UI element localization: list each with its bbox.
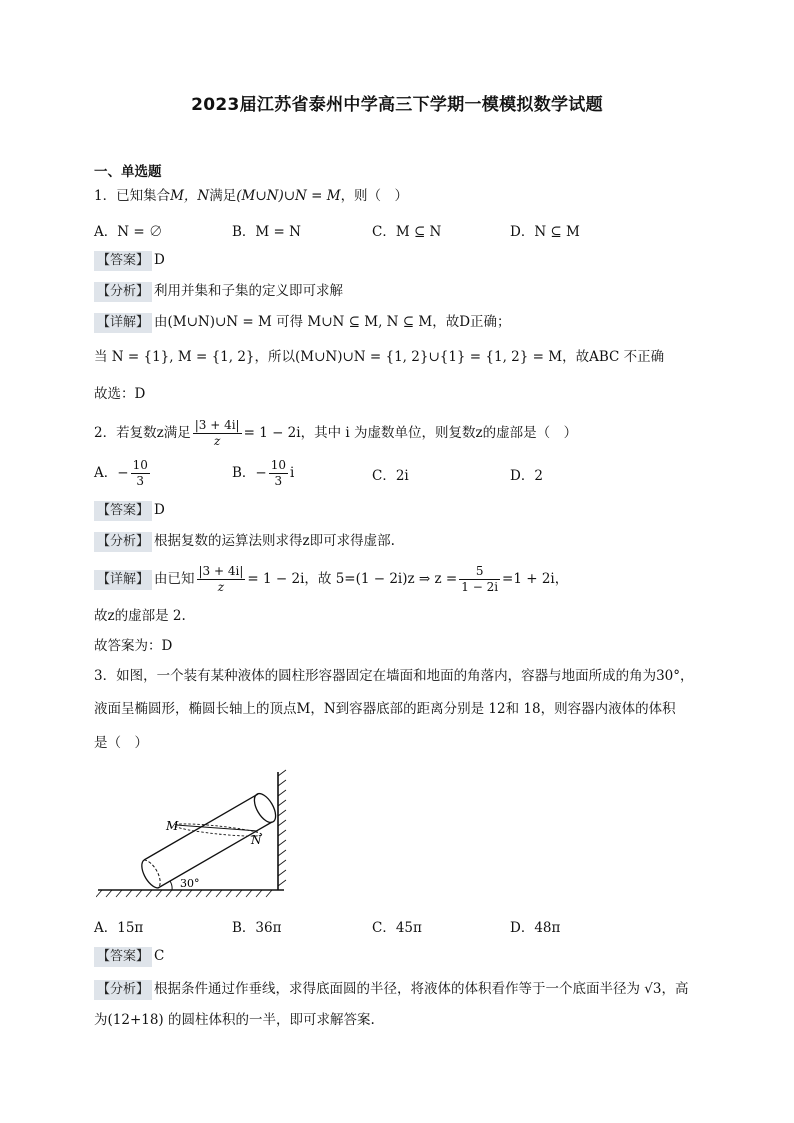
q1-option-a: A．N = ∅ <box>94 224 163 240</box>
q1-option-c: C．M ⊆ N <box>372 224 442 240</box>
q3-answer <box>94 946 164 967</box>
label-m: M <box>166 819 179 833</box>
q1-option-d: D．N ⊆ M <box>510 224 580 240</box>
detail-fraction-2 <box>459 564 500 595</box>
detail-text: 由已知 <box>154 571 195 587</box>
cylinder-bottom-cap-front <box>142 860 158 888</box>
fraction-numerator: 10 <box>132 458 148 472</box>
analysis-tag: 【分析】 <box>94 980 152 1000</box>
q1-analysis <box>94 281 343 302</box>
detail-tag: 【详解】 <box>94 313 152 333</box>
angle-arc <box>170 881 172 890</box>
q1-option-b: B．M = N <box>232 224 301 240</box>
q2-option-c: C．2i <box>372 468 409 484</box>
option-prefix: A．− <box>94 465 129 481</box>
q2-stem-text: 2．若复数z满足 <box>94 425 191 441</box>
ground-hatching <box>96 890 272 897</box>
q2-detail-2: 故z的虚部是 2. <box>94 608 186 624</box>
q1-sets: M，N <box>170 188 210 204</box>
q1-condition: (M∪N)∪N = M <box>236 188 341 204</box>
fraction-denominator: z <box>217 580 225 594</box>
detail-text-2: = 1 − 2i，故 5=(1 − 2i)z ⇒ z = <box>247 571 458 587</box>
section-heading: 一、单选题 <box>94 164 162 180</box>
cylinder-figure <box>96 768 296 898</box>
fraction-denominator: 1 − 2i <box>461 580 499 594</box>
fraction-numerator: 5 <box>459 564 500 580</box>
analysis-tag: 【分析】 <box>94 532 152 552</box>
q1-conclusion: 故选：D <box>94 386 146 402</box>
answer-tag: 【答案】 <box>94 251 152 271</box>
q3-analysis-2: 为(12+18) 的圆柱体积的一半，即可求解答案. <box>94 1012 375 1028</box>
answer-value: C <box>154 948 165 964</box>
q2-answer <box>94 500 165 521</box>
detail-text-3: =1 + 2i， <box>502 571 569 587</box>
analysis-text: 根据复数的运算法则求得z即可求得虚部. <box>154 533 395 549</box>
q2-option-d: D．2 <box>510 468 543 484</box>
question-1-stem <box>94 186 408 206</box>
option-fraction <box>131 458 150 489</box>
q1-stem-text: 1．已知集合 <box>94 188 171 204</box>
question-3-stem-line-1: 3．如图，一个装有某种液体的圆柱形容器固定在墙面和地面的角落内，容器与地面所成的角为30°， <box>94 668 694 684</box>
q2-analysis <box>94 531 395 552</box>
q2-option-a <box>94 458 152 489</box>
q3-analysis <box>94 979 689 1000</box>
detail-tag: 【详解】 <box>94 570 152 590</box>
option-fraction <box>269 458 288 489</box>
q3-option-b: B．36π <box>232 920 282 936</box>
q1-stem-text-2: 满足 <box>209 188 237 204</box>
question-3-stem-line-2: 液面呈椭圆形，椭圆长轴上的顶点M，N到容器底部的距离分别是 12和 18，则容器内液体的体积 <box>94 701 676 717</box>
answer-tag: 【答案】 <box>94 947 152 967</box>
q3-option-d: D．48π <box>510 920 561 936</box>
detail-text: 由(M∪N)∪N = M 可得 M∪N ⊆ M, N ⊆ M，故D正确； <box>154 314 511 330</box>
page-title: 2023届江苏省泰州中学高三下学期一模模拟数学试题 <box>191 95 603 115</box>
cylinder-bottom-cap-back <box>144 860 160 888</box>
q2-fraction <box>193 418 242 449</box>
detail-fraction <box>197 564 246 595</box>
analysis-text: 利用并集和子集的定义即可求解 <box>154 283 344 299</box>
wall-hatching <box>278 770 286 886</box>
q1-detail <box>94 312 511 333</box>
answer-value: D <box>154 502 165 518</box>
option-prefix: B．− <box>232 465 267 481</box>
fraction-denominator: 3 <box>274 474 283 488</box>
cylinder-diagram <box>96 768 296 898</box>
fraction-numerator: 10 <box>270 458 287 472</box>
label-n: N <box>251 833 262 847</box>
q2-conclusion: 故答案为：D <box>94 638 173 654</box>
question-3-stem-line-3: 是（ ） <box>94 735 148 751</box>
q1-answer <box>94 250 165 271</box>
fraction-denominator: 3 <box>136 474 145 488</box>
answer-tag: 【答案】 <box>94 501 152 521</box>
analysis-text: 根据条件通过作垂线，求得底面圆的半径，将液体的体积看作等于一个底面半径为 √3，高 <box>154 981 689 997</box>
answer-value: D <box>154 252 165 268</box>
q1-stem-end: ，则（ ） <box>340 188 409 204</box>
fraction-numerator: |3 + 4i| <box>198 564 244 578</box>
q3-option-c: C．45π <box>372 920 422 936</box>
fraction-denominator: z <box>213 434 221 448</box>
fraction-numerator: |3 + 4i| <box>194 418 240 432</box>
q1-detail-2: 当 N = {1}, M = {1, 2}，所以(M∪N)∪N = {1, 2}∪{1} = {1, 2} = M，故ABC 不正确 <box>94 349 665 365</box>
question-2-stem <box>94 418 577 449</box>
q3-option-a: A．15π <box>94 920 144 936</box>
option-suffix: i <box>290 465 295 481</box>
q2-detail <box>94 564 568 595</box>
label-angle: 30° <box>180 877 200 890</box>
q2-option-b <box>232 458 294 489</box>
q2-stem-text-2: = 1 − 2i，其中 i 为虚数单位，则复数z的虚部是（ ） <box>243 425 578 441</box>
analysis-tag: 【分析】 <box>94 282 152 302</box>
